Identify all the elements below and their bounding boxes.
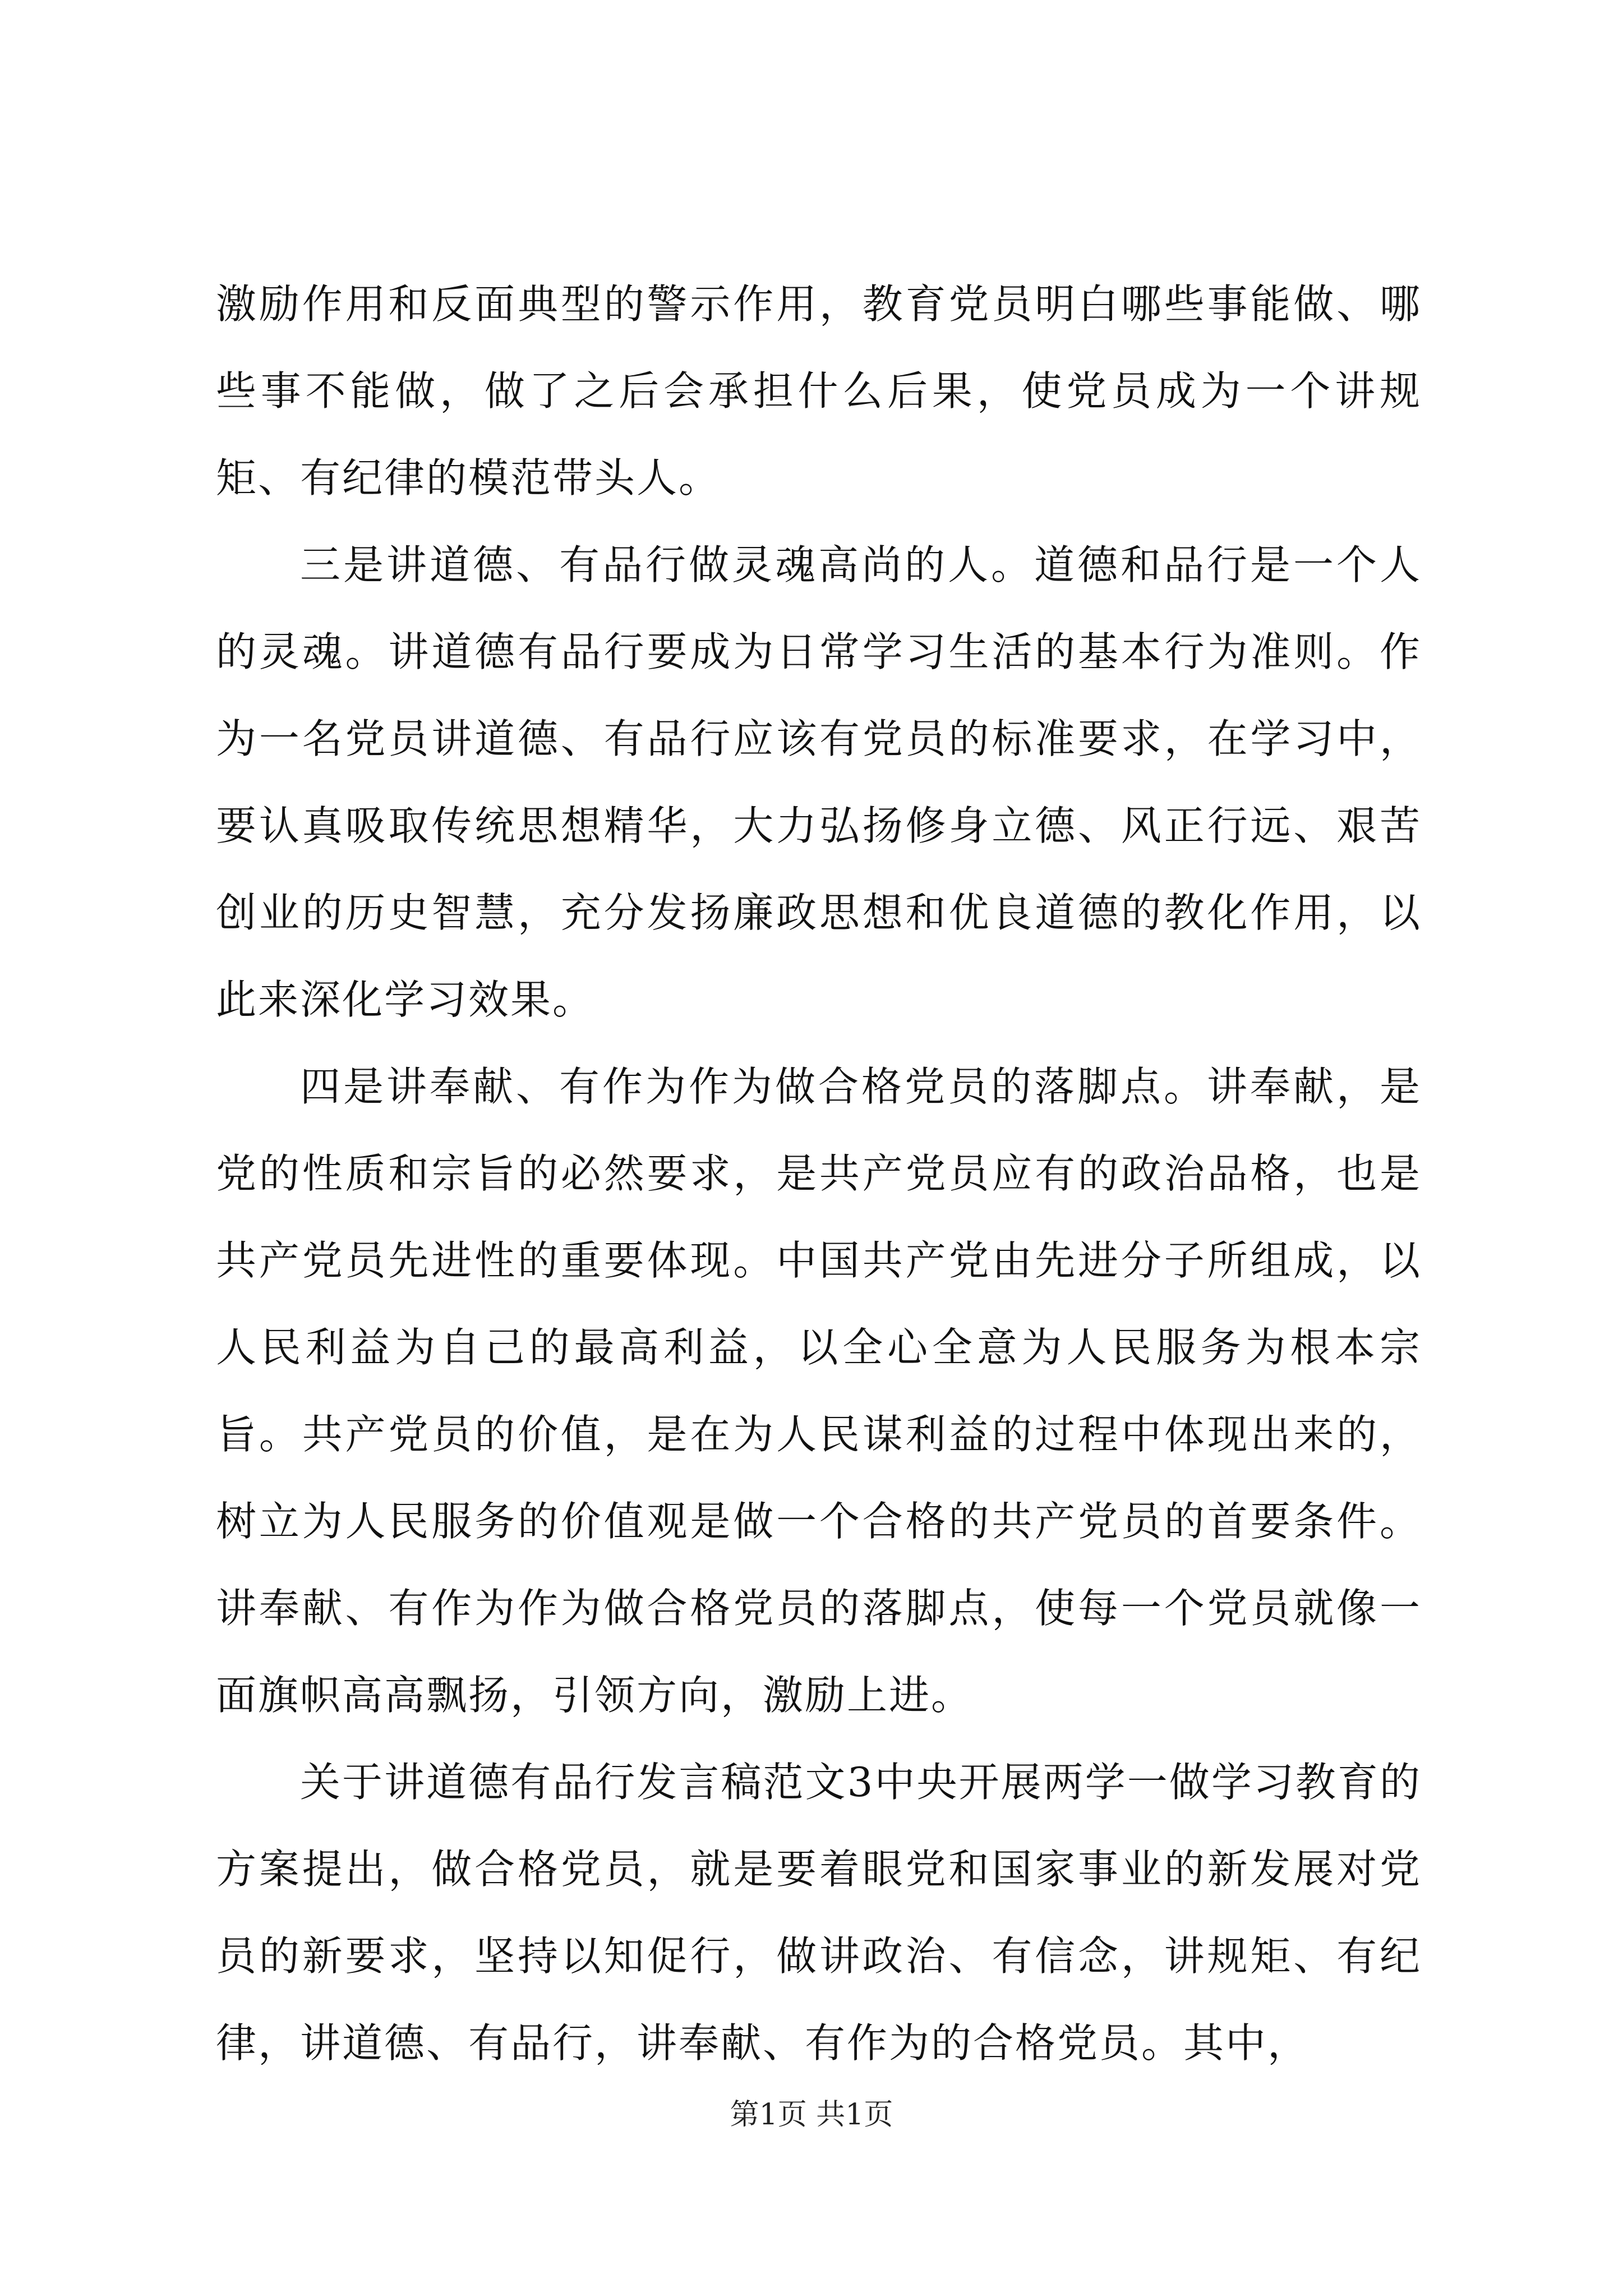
document-body — [216, 261, 1422, 2087]
paragraph-dedication: 四是讲奉献、有作为作为做合格党员的落脚点。讲奉献，是党的性质和宗旨的必然要求，是共产党员应有的政治品格，也是共产党员先进性的重要体现。中国共产党由先进分子所组成，以人民利益为自己的最高利益，以全心全意为人民服务为根本宗旨。共产党员的价值，是在为人民谋利益的过程中体现出来的，树立为人民服务的价值观是做一个合格的共产党员的首要条件。讲奉献、有作为作为做合格党员的落脚点，使每一个党员就像一面旗帜高高飘扬，引领方向，激励上进。 — [216, 1063, 1422, 1719]
paragraph-morality: 三是讲道德、有品行做灵魂高尚的人。道德和品行是一个人的灵魂。讲道德有品行要成为日常学习生活的基本行为准则。作为一名党员讲道德、有品行应该有党员的标准要求，在学习中，要认真吸取传统思想精华，大力弘扬修身立德、风正行远、艰苦创业的历史智慧，充分发扬廉政思想和优良道德的教化作用，以此来深化学习效果。 — [216, 541, 1422, 1023]
paragraph-speech-3: 关于讲道德有品行发言稿范文3中央开展两学一做学习教育的方案提出，做合格党员，就是要着眼党和国家事业的新发展对党员的新要求，坚持以知促行，做讲政治、有信念，讲规矩、有纪律，讲道德、有品行，讲奉献、有作为的合格党员。其中， — [216, 1759, 1422, 2067]
paragraph-continued: 激励作用和反面典型的警示作用，教育党员明白哪些事能做、哪些事不能做，做了之后会承担什么后果，使党员成为一个讲规矩、有纪律的模范带头人。 — [216, 280, 1422, 501]
page-footer: 第1页 共1页 — [730, 2098, 893, 2132]
